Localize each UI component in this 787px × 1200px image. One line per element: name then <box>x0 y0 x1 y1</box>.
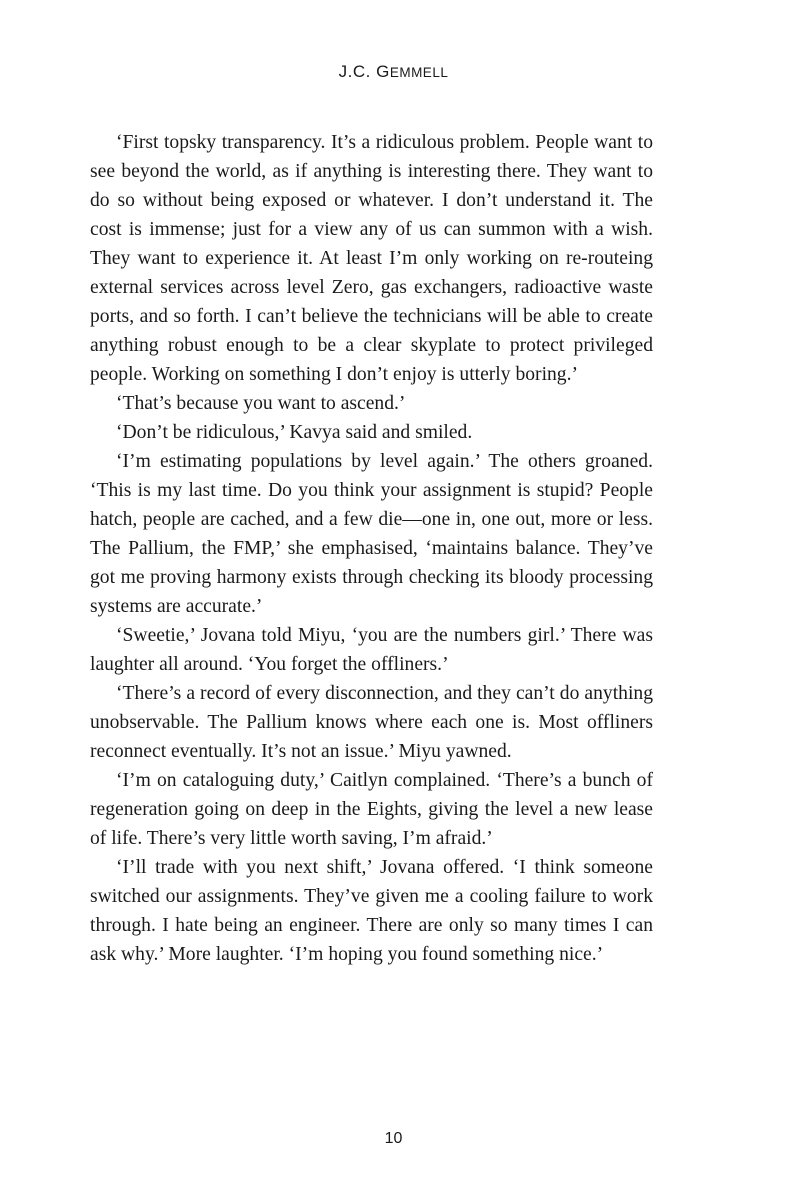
author-initials: J.C. G <box>338 62 390 81</box>
page-number: 10 <box>384 1130 403 1147</box>
body-text <box>90 128 653 969</box>
author-small-caps: EMMELL <box>389 65 449 80</box>
paragraph: ‘I’m on cataloguing duty,’ Caitlyn complained. ‘There’s a bunch of regeneration going on deep in the Eights, giving the level a new lease of life. There’s very little worth saving, I’m afraid.’ <box>90 770 653 849</box>
paragraph: ‘I’ll trade with you next shift,’ Jovana offered. ‘I think someone switched our assignments. They’ve given me a cooling failure to work through. I hate being an engineer. There are only so many times I can ask why.’ More laughter. ‘I’m hoping you found something nice.’ <box>90 857 653 965</box>
paragraph: ‘That’s because you want to ascend.’ <box>116 393 406 414</box>
paragraph: ‘First topsky transparency. It’s a ridiculous problem. People want to see beyond the world, as if anything is interesting there. They want to do so without being exposed or whatever. I don’t understand it. The cost is immense; just for a view any of us can summon with a wish. They want to experience it. At least I’m only working on re-routeing external services across level Zero, gas exchangers, radioactive waste ports, and so forth. I can’t believe the technicians will be able to create anything robust enough to be a clear skyplate to protect privileged people. Working on something I don’t enjoy is utterly boring.’ <box>90 132 653 385</box>
paragraph: ‘There’s a record of every disconnection, and they can’t do anything unobservable. The Pallium knows where each one is. Most offliners reconnect eventually. It’s not an issue.’ Miyu yawned. <box>90 683 653 762</box>
running-head-author <box>0 62 787 82</box>
paragraph: ‘Sweetie,’ Jovana told Miyu, ‘you are the numbers girl.’ There was laughter all around. ‘You forget the offliners.’ <box>90 625 653 675</box>
paragraph: ‘Don’t be ridiculous,’ Kavya said and smiled. <box>116 422 473 443</box>
paragraph: ‘I’m estimating populations by level again.’ The others groaned. ‘This is my last time. Do you think your assignment is stupid? People hatch, people are cached, and a few die—one in, one out, more or less. The Pallium, the FMP,’ she emphasised, ‘maintains balance. They’ve got me proving harmony exists through checking its bloody processing systems are accurate.’ <box>90 451 653 617</box>
